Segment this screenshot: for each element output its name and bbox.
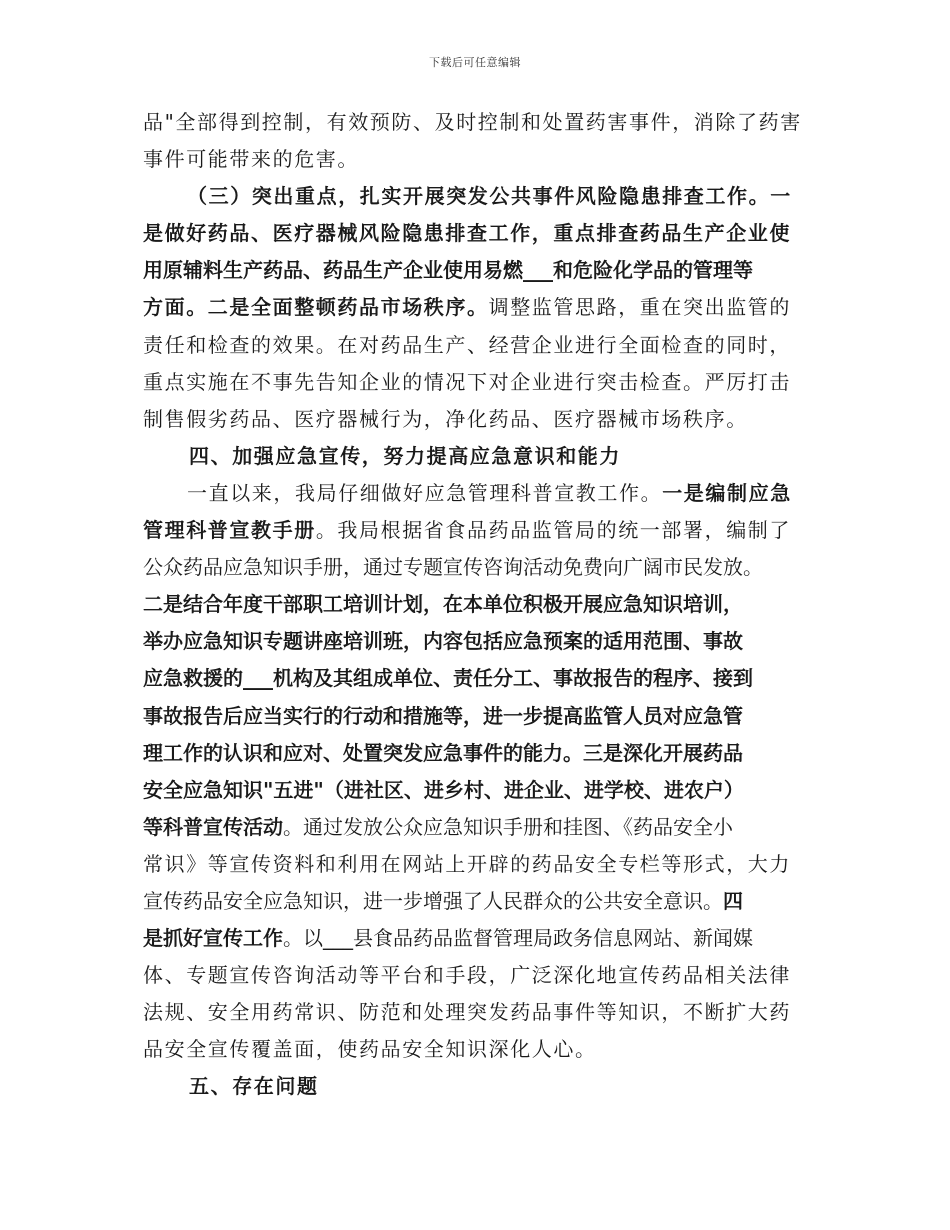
line-text: 常识》等宣传资料和利用在网站上开辟的药品安全专栏等形式，大力: [143, 851, 791, 876]
paragraph-line: [143, 883, 808, 920]
bold-text: 理工作的认识和应对、处置突发应急事件的能力。三是深化开展药品: [143, 740, 743, 765]
heading-text: 四、加强应急宣传，努力提高应急意识和能力: [189, 443, 621, 468]
bold-text: 安全应急知识"五进"（进社区、进乡村、进企业、进学校、进农户）: [143, 777, 744, 802]
bold-text: 事故报告后应当实行的行动和措施等，进一步提高监管人员对应急管: [143, 703, 743, 728]
paragraph-line: [143, 586, 808, 623]
line-text: 事件可能带来的危害。: [143, 147, 359, 172]
bold-text: 二是结合年度干部职工培训计划，在本单位积极开展应急知识培训，: [143, 592, 743, 617]
bold-text: 是抓好宣传工作: [143, 926, 283, 951]
bold-text: 用原辅料生产药品、药品生产企业使用易燃___和危险化学品的管理等: [143, 258, 753, 283]
heading-text: 五、存在问题: [189, 1074, 319, 1099]
section-heading: [143, 1068, 808, 1105]
paragraph-line: [143, 735, 808, 772]
paragraph-line: [143, 289, 808, 326]
paragraph-line: [143, 698, 808, 735]
paragraph-line: [143, 512, 808, 549]
paragraph-line: [143, 846, 808, 883]
line-text: 公众药品应急知识手册，通过专题宣传咨询活动免费向广阔市民发放。: [143, 555, 763, 580]
line-text: 品"全部得到控制，有效预防、及时控制和处置药害事件，消除了药害: [143, 110, 802, 134]
line-text: 品安全宣传覆盖面，使药品安全知识深化人心。: [143, 1037, 597, 1062]
page-header: 下载后可任意编辑: [429, 56, 521, 69]
paragraph-line: [143, 920, 808, 957]
paragraph-line: [143, 809, 808, 846]
paragraph-line: [143, 772, 808, 809]
paragraph-line: [143, 1031, 808, 1068]
line-text: 责任和检查的效果。在对药品生产、经营企业进行全面检查的同时，: [143, 332, 791, 357]
paragraph-line: [143, 215, 808, 252]
bold-text: 等科普宣传活动: [143, 814, 283, 839]
section-heading: [143, 438, 808, 475]
paragraph-line: [143, 401, 808, 438]
line-text: 重点实施在不事先告知企业的情况下对企业进行突击检查。严厉打击: [143, 369, 791, 394]
bold-text: 是做好药品、医疗器械风险隐患排查工作，重点排查药品生产企业使: [143, 221, 791, 246]
bold-text: （三）突出重点，扎实开展突发公共事件风险隐患排查工作。一: [187, 184, 792, 209]
paragraph-line: [143, 252, 808, 289]
bold-text: 管理科普宣教手册: [143, 518, 316, 543]
line-text: 制售假劣药品、医疗器械行为，净化药品、医疗器械市场秩序。: [143, 406, 748, 431]
paragraph-line: [143, 660, 808, 697]
line-text: 体、专题宣传咨询活动等平台和手段，广泛深化地宣传药品相关法律: [143, 963, 791, 988]
bold-text: 方面。二是全面整顿药品市场秩序。: [143, 295, 489, 320]
paragraph-line: [143, 327, 808, 364]
paragraph-line: [143, 623, 808, 660]
bold-text: 举办应急知识专题讲座培训班，内容包括应急预案的适用范围、事故: [143, 629, 743, 654]
paragraph-line: [143, 957, 808, 994]
line-text: 法规、安全用药常识、防范和处理突发药品事件等知识，不断扩大药: [143, 1000, 791, 1025]
paragraph-line: [143, 364, 808, 401]
paragraph-line: [143, 104, 808, 141]
paragraph-line: [143, 475, 808, 512]
line-text: 。我局根据省食品药品监管局的统一部署，编制了: [315, 518, 792, 543]
document-body: [143, 104, 808, 1106]
paragraph-line: [143, 994, 808, 1031]
line-text: 宣传药品安全应急知识，进一步增强了人民群众的公共安全意识。: [143, 888, 723, 913]
line-text: 。通过发放公众应急知识手册和挂图、《药品安全小: [283, 814, 733, 839]
bold-text: 应急救援的___机构及其组成单位、责任分工、事故报告的程序、接到: [143, 666, 753, 691]
line-text: 调整监管思路，重在突出监管的: [488, 295, 792, 320]
section-subheading: [143, 178, 808, 215]
line-text: 一直以来，我局仔细做好应急管理科普宣教工作。: [187, 480, 663, 505]
line-text: 。以___县食品药品监督管理局政务信息网站、新闻媒: [283, 926, 753, 951]
bold-text: 四: [723, 888, 743, 913]
paragraph-line: [143, 549, 808, 586]
paragraph-line: [143, 141, 808, 178]
bold-text: 一是编制应急: [662, 480, 792, 505]
